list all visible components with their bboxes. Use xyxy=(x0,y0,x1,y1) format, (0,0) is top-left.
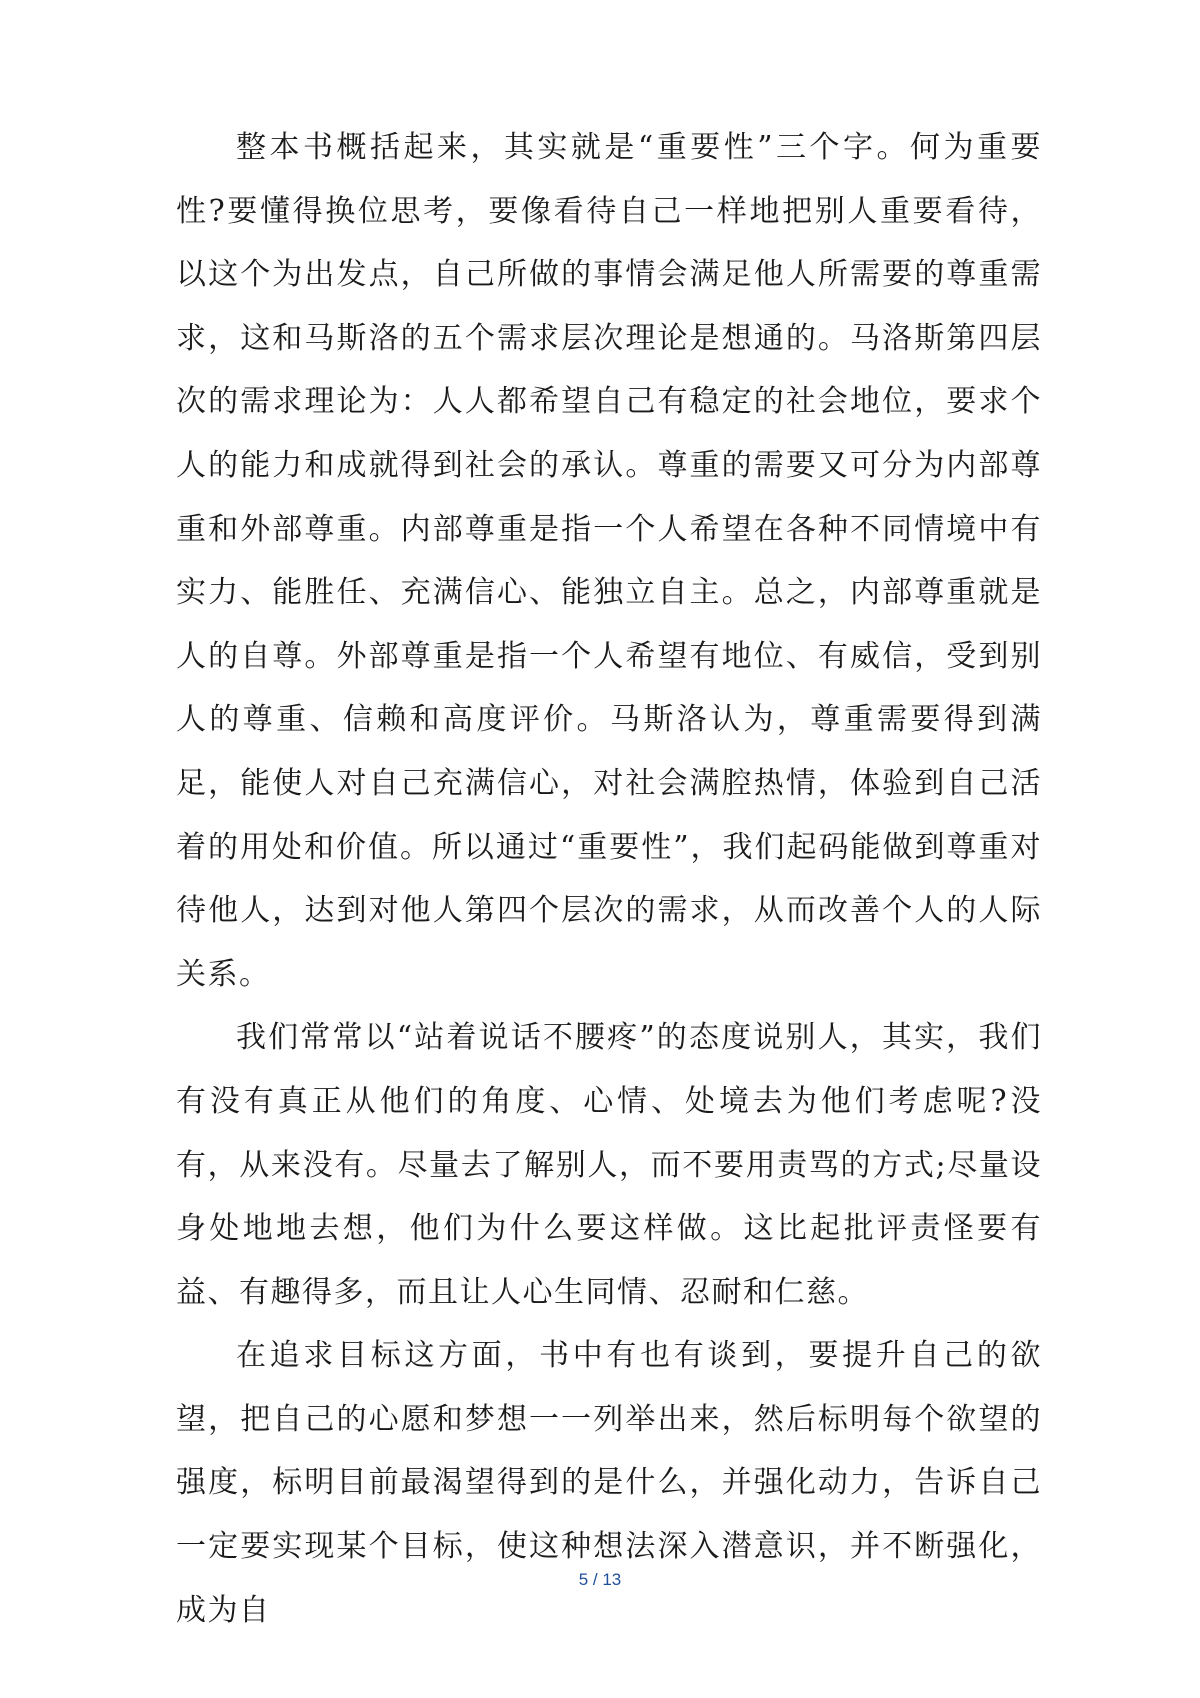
paragraph-3: 在追求目标这方面，书中有也有谈到，要提升自己的欲望，把自己的心愿和梦想一一列举出来，然后标明每个欲望的强度，标明目前最渴望得到的是什么，并强化动力，告诉自己一定要实现某个目标，使这种想法深入潜意识，并不断强化，成为自 xyxy=(176,1338,1042,1628)
paragraph-2: 我们常常以“站着说话不腰疼”的态度说别人，其实，我们有没有真正从他们的角度、心情、处境去为他们考虑呢?没有，从来没有。尽量去了解别人，而不要用责骂的方式;尽量设身处地地去想，他们为什么要这样做。这比起批评责怪要有益、有趣得多，而且让人心生同情、忍耐和仁慈。 xyxy=(176,1020,1042,1310)
paragraph-1: 整本书概括起来，其实就是“重要性”三个字。何为重要性?要懂得换位思考，要像看待自己一样地把别人重要看待，以这个为出发点，自己所做的事情会满足他人所需要的尊重需求，这和马斯洛的五个需求层次理论是想通的。马洛斯第四层次的需求理论为：人人都希望自己有稳定的社会地位，要求个人的能力和成就得到社会的承认。尊重的需要又可分为内部尊重和外部尊重。内部尊重是指一个人希望在各种不同情境中有实力、能胜任、充满信心、能独立自主。总之，内部尊重就是人的自尊。外部尊重是指一个人希望有地位、有威信，受到别人的尊重、信赖和高度评价。马斯洛认为，尊重需要得到满足，能使人对自己充满信心，对社会满腔热情，体验到自己活着的用处和价值。所以通过“重要性”，我们起码能做到尊重对待他人，达到对他人第四个层次的需求，从而改善个人的人际关系。 xyxy=(176,130,1042,992)
page-number: 5 / 13 xyxy=(578,1570,622,1589)
document-body xyxy=(176,116,1042,1642)
